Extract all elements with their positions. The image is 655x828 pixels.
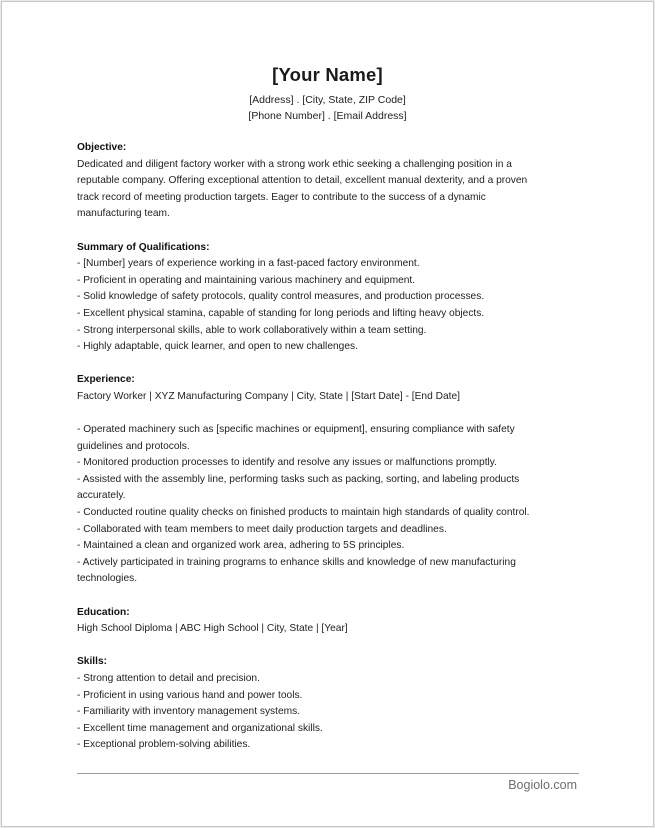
contact-phone-email: [Phone Number] . [Email Address] xyxy=(248,110,407,122)
footer-brand: Bogiolo.com xyxy=(508,778,577,792)
experience-line: - Collaborated with team members to meet daily production targets and deadlines. xyxy=(77,523,447,535)
objective-line: reputable company. Offering exceptional attention to detail, excellent manual dexterity, and a proven xyxy=(77,175,528,187)
qualification-item: - Strong interpersonal skills, able to work collaboratively within a team setting. xyxy=(77,324,427,336)
experience-line: - Maintained a clean and organized work area, adhering to 5S principles. xyxy=(77,540,405,552)
skill-item: - Familiarity with inventory management systems. xyxy=(77,706,301,718)
experience-line: - Monitored production processes to identify and resolve any issues or malfunctions promptly. xyxy=(77,457,497,469)
objective-line: track record of meeting production targets. Eager to contribute to the success of a dynamic xyxy=(77,191,486,203)
objective-line: manufacturing team. xyxy=(77,208,170,220)
qualification-item: - Proficient in operating and maintaining various machinery and equipment. xyxy=(77,274,416,286)
qualification-item: - [Number] years of experience working in a fast-paced factory environment. xyxy=(77,258,420,270)
experience-line: technologies. xyxy=(77,573,138,585)
contact-address: [Address] . [City, State, ZIP Code] xyxy=(249,94,406,106)
qualification-item: - Highly adaptable, quick learner, and open to new challenges. xyxy=(77,341,358,353)
skill-item: - Strong attention to detail and precision. xyxy=(77,673,260,684)
experience-line: - Operated machinery such as [specific machines or equipment], ensuring compliance with safety xyxy=(77,424,515,436)
objective-heading: Objective: xyxy=(77,142,127,153)
experience-line: - Assisted with the assembly line, performing tasks such as packing, sorting, and labeling products xyxy=(77,473,520,485)
skill-item: - Excellent time management and organizational skills. xyxy=(77,722,323,734)
experience-line: - Actively participated in training programs to enhance skills and knowledge of new manufacturing xyxy=(77,556,516,568)
qualification-item: - Solid knowledge of safety protocols, quality control measures, and production processes. xyxy=(77,291,485,303)
footer-divider xyxy=(77,773,579,774)
resume-body xyxy=(77,140,577,754)
skill-item: - Proficient in using various hand and power tools. xyxy=(77,689,303,701)
experience-heading: Experience: xyxy=(77,374,135,386)
objective-line: Dedicated and diligent factory worker with a strong work ethic seeking a challenging position in a xyxy=(77,158,512,170)
skill-item: - Exceptional problem-solving abilities. xyxy=(77,739,251,751)
resume-page xyxy=(1,1,654,827)
qualifications-heading: Summary of Qualifications: xyxy=(77,241,210,253)
qualification-item: - Excellent physical stamina, capable of standing for long periods and lifting heavy objects. xyxy=(77,307,485,319)
experience-line: guidelines and protocols. xyxy=(77,440,190,452)
education-heading: Education: xyxy=(77,606,130,618)
education-line: High School Diploma | ABC High School | City, State | [Year] xyxy=(77,623,348,635)
experience-line: - Conducted routine quality checks on finished products to maintain high standards of quality control. xyxy=(77,507,530,519)
skills-heading: Skills: xyxy=(77,656,108,668)
resume-name: [Your Name] xyxy=(272,64,383,85)
job-title-line: Factory Worker | XYZ Manufacturing Company | City, State | [Start Date] - [End Date] xyxy=(77,390,460,402)
experience-line: accurately. xyxy=(77,490,126,502)
